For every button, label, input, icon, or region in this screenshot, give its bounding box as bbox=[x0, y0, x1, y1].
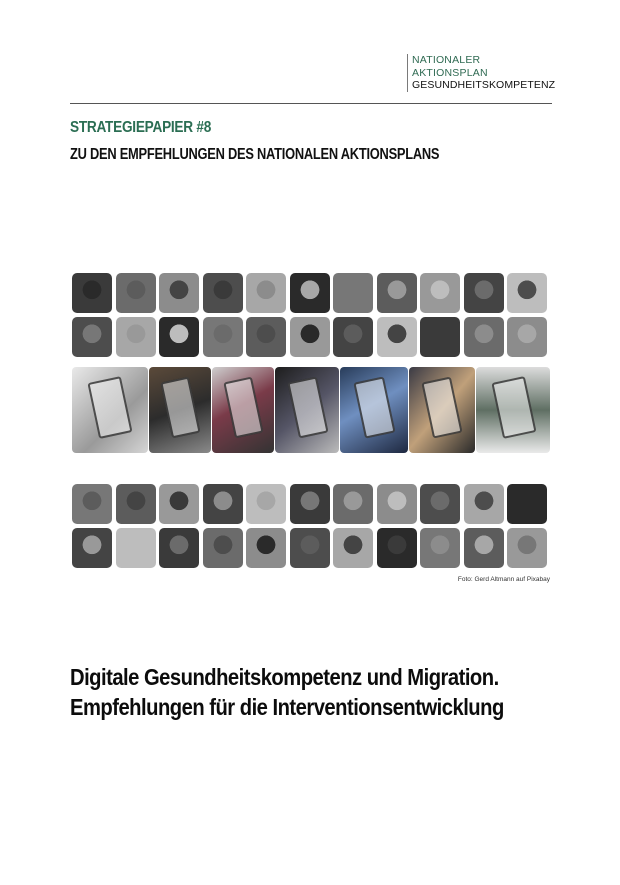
portrait-photo bbox=[333, 484, 373, 524]
portrait-photo bbox=[333, 528, 373, 568]
title-line-1: Digitale Gesundheitskompetenz und Migration. bbox=[70, 664, 499, 690]
portrait-photo bbox=[290, 484, 330, 524]
portrait-photo bbox=[377, 273, 417, 313]
portrait-photo bbox=[333, 273, 373, 313]
portrait-photo bbox=[333, 317, 373, 357]
portrait-photo bbox=[203, 484, 243, 524]
photo-credit: Foto: Gerd Altmann auf Pixabay bbox=[457, 576, 550, 583]
portrait-photo bbox=[72, 273, 112, 313]
smartphone-photo bbox=[275, 367, 339, 453]
portrait-photo bbox=[159, 484, 199, 524]
logo-line-1: NATIONALER bbox=[412, 54, 481, 66]
portrait-photo bbox=[464, 528, 504, 568]
portrait-photo bbox=[290, 273, 330, 313]
document-subtitle: ZU DEN EMPFEHLUNGEN DES NATIONALEN AKTIONSPLANS bbox=[70, 146, 440, 163]
portrait-photo bbox=[72, 484, 112, 524]
portrait-photo bbox=[290, 528, 330, 568]
portrait-photo bbox=[116, 273, 156, 313]
phone-screen bbox=[161, 377, 201, 439]
portrait-photo bbox=[420, 484, 460, 524]
portrait-photo bbox=[377, 317, 417, 357]
portrait-photo bbox=[507, 484, 547, 524]
smartphone-photo bbox=[476, 367, 550, 453]
portrait-photo bbox=[203, 273, 243, 313]
portrait-photo bbox=[159, 528, 199, 568]
portrait-photo bbox=[507, 317, 547, 357]
portrait-photo bbox=[377, 528, 417, 568]
portrait-photo bbox=[246, 273, 286, 313]
portrait-photo bbox=[116, 317, 156, 357]
portrait-photo bbox=[203, 528, 243, 568]
portrait-photo bbox=[116, 484, 156, 524]
phone-screen bbox=[224, 377, 264, 439]
logo-line-3: GESUNDHEITSKOMPETENZ bbox=[412, 79, 556, 91]
portrait-photo bbox=[203, 317, 243, 357]
document-title bbox=[70, 662, 590, 722]
smartphone-photo bbox=[212, 367, 274, 453]
cover-photo-collage bbox=[72, 273, 550, 573]
phone-screen bbox=[88, 376, 134, 439]
smartphone-photo bbox=[409, 367, 475, 453]
header-divider bbox=[70, 103, 552, 104]
portrait-photo bbox=[420, 528, 460, 568]
portrait-photo bbox=[464, 317, 504, 357]
portrait-photo bbox=[507, 528, 547, 568]
portrait-photo bbox=[72, 528, 112, 568]
document-kicker: STRATEGIEPAPIER #8 bbox=[70, 119, 212, 136]
portrait-photo bbox=[377, 484, 417, 524]
smartphone-photo bbox=[72, 367, 148, 453]
portrait-photo bbox=[159, 317, 199, 357]
smartphone-photo bbox=[340, 367, 408, 453]
portrait-photo bbox=[420, 273, 460, 313]
smartphone-photo bbox=[149, 367, 211, 453]
portrait-photo bbox=[420, 317, 460, 357]
logo-line-2: AKTIONSPLAN bbox=[412, 66, 488, 79]
portrait-photo bbox=[507, 273, 547, 313]
phone-screen bbox=[422, 376, 464, 438]
portrait-photo bbox=[464, 273, 504, 313]
portrait-photo bbox=[464, 484, 504, 524]
portrait-photo bbox=[246, 528, 286, 568]
portrait-photo bbox=[72, 317, 112, 357]
portrait-photo bbox=[290, 317, 330, 357]
portrait-photo bbox=[246, 317, 286, 357]
phone-screen bbox=[353, 376, 395, 439]
phone-screen bbox=[491, 376, 536, 439]
logo-block bbox=[407, 54, 555, 92]
portrait-photo bbox=[116, 528, 156, 568]
portrait-photo bbox=[159, 273, 199, 313]
title-line-2: Empfehlungen für die Interventionsentwicklung bbox=[70, 694, 504, 720]
phone-screen bbox=[287, 377, 328, 439]
portrait-photo bbox=[246, 484, 286, 524]
